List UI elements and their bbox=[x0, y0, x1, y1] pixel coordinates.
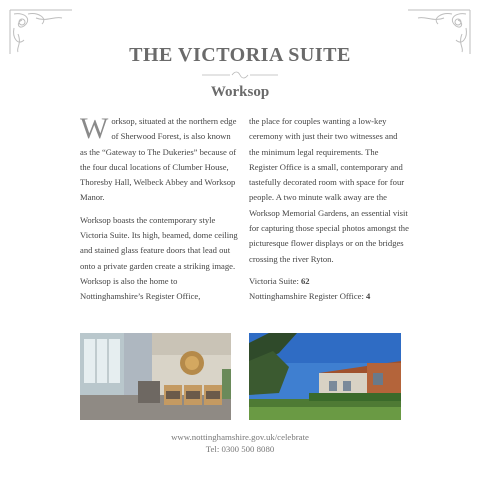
capacity-register-office: Nottinghamshire Register Office: 4 bbox=[249, 291, 371, 302]
interior-room-photo bbox=[80, 333, 231, 420]
body-paragraph: Worksop boasts the contemporary style Victoria Suite. Its high, beamed, dome ceiling and stained glass feature doors that lead out onto a private garden create a striking image. Worksop is also the home to Nottinghamshire’s Register Office, bbox=[80, 214, 238, 302]
telephone-number: Tel: 0300 500 8080 bbox=[205, 444, 275, 454]
flourish-divider-icon bbox=[202, 70, 278, 80]
building-exterior-photo bbox=[249, 333, 401, 420]
text-column-left bbox=[80, 114, 238, 312]
intro-text: orksop, situated at the northern edge of Sherwood Forest, is also known as the “Gateway to The Dukeries” because of the four ducal locations of Clumber House, Thoresby Hall, Welbeck Abbey and Worksop Manor. bbox=[80, 116, 237, 203]
footer bbox=[0, 431, 480, 455]
page-subtitle: Worksop bbox=[210, 84, 270, 100]
page-title: THE VICTORIA SUITE bbox=[129, 44, 351, 66]
body-paragraph-continued: the place for couples wanting a low-key ceremony with just their two witnesses and the minimum legal requirements. The Register Office is a small, contemporary and tastefully decorated room with space for four people. A two minute walk away are the Worksop Memorial Gardens, an essential visit for capturing those special photos amongst the picturesque flower displays or on the bridges crossing the river Ryton. bbox=[249, 116, 409, 264]
intro-paragraph bbox=[80, 114, 238, 206]
text-column-right bbox=[249, 114, 409, 305]
capacity-victoria-suite: Victoria Suite: 62 bbox=[249, 275, 310, 286]
drop-cap: W bbox=[80, 112, 109, 145]
website-link[interactable]: www.nottinghamshire.gov.uk/celebrate bbox=[171, 432, 309, 442]
